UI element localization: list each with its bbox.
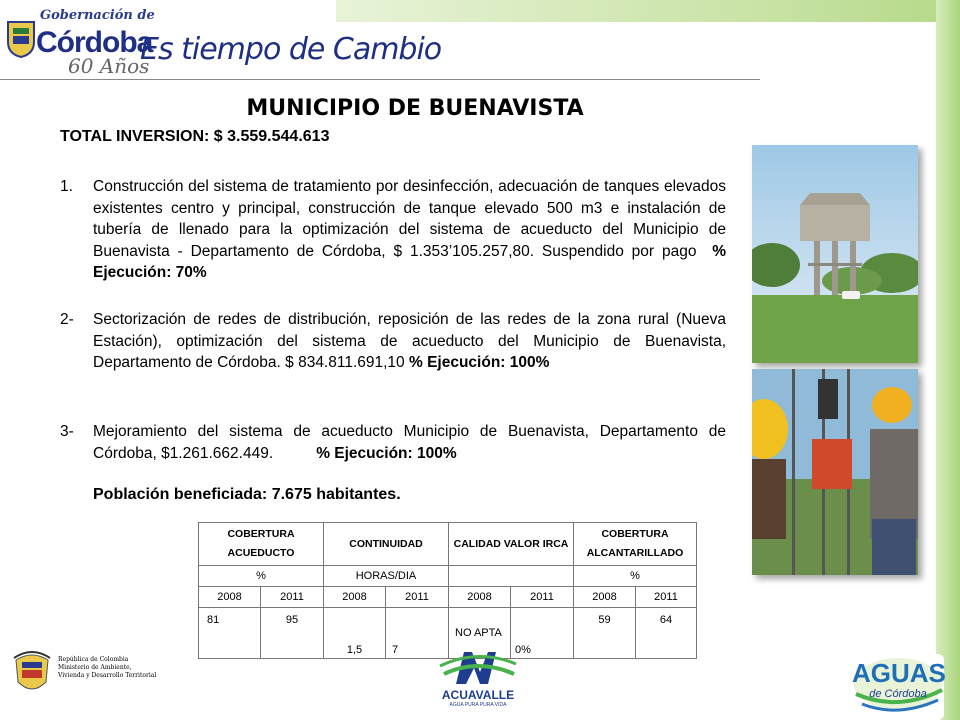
table-year-cell: 2011 xyxy=(511,587,574,608)
acuavalle-name: ACUAVALLE xyxy=(441,688,515,702)
ministry-line: Ministerio de Ambiente, xyxy=(58,664,132,671)
republic-caption xyxy=(58,656,156,680)
item-text: Mejoramiento del sistema de acueducto Municipio de Buenavista, Departamento de Córdoba, $1.261.662.449. xyxy=(93,423,726,462)
total-label: TOTAL INVERSION: xyxy=(60,128,210,145)
table-unit-cell xyxy=(449,566,574,587)
table-value-cell: 1,5 xyxy=(324,608,386,659)
table-unit-cell: HORAS/DIA xyxy=(324,566,449,587)
top-green-band xyxy=(336,0,936,22)
acuavalle-logo-icon xyxy=(438,644,518,688)
page-title: MUNICIPIO DE BUENAVISTA xyxy=(246,96,584,121)
acuavalle-tagline: AGUA PURA PURA VIDA xyxy=(449,702,507,708)
item-execution: % Ejecución: 100% xyxy=(408,354,550,371)
table-value-cell: 7 xyxy=(386,608,449,659)
gov-anniversary: 60 Años xyxy=(68,54,150,78)
item-text: Construcción del sistema de tratamiento por desinfección, adecuación de tanques elevados existentes centro y principal, construcción de tanque elevado 500 m3 e instalación de tubería de llenado para la optimización del sistema de acueducto del Municipio de Buenavista - Departamento de Córdoba, $ 1.353’105.257,80. Suspendido por pago xyxy=(93,178,726,260)
item-execution: % Ejecución: 100% xyxy=(316,444,457,462)
table-header-cell: CALIDAD VALOR IRCA xyxy=(449,523,574,566)
table-value-cell: 0% xyxy=(511,608,574,659)
item-text: Sectorización de redes de distribución, reposición de las redes de la zona rural (Nueva Estación), optimización del sistema de acueducto del Municipio de Buenavista, Departamento de Córdoba. $ 834.811.691,10 xyxy=(93,311,726,371)
table-year-cell: 2008 xyxy=(449,587,511,608)
water-tower-photo xyxy=(752,145,918,363)
table-year-cell: 2011 xyxy=(386,587,449,608)
header-divider xyxy=(0,79,760,80)
colombia-emblem-icon xyxy=(12,648,52,698)
gov-subtitle: Gobernación de xyxy=(40,8,155,23)
table-value-cell: 64 xyxy=(636,608,697,659)
list-item xyxy=(60,421,726,464)
table-units-row xyxy=(199,566,697,587)
aguas-subtitle: de Córdoba xyxy=(869,688,927,700)
total-investment xyxy=(60,128,329,146)
table-header-cell: COBERTURA ALCANTARILLADO xyxy=(574,523,697,566)
table-year-cell: 2008 xyxy=(324,587,386,608)
aguas-word: AGUAS xyxy=(852,658,946,688)
table-unit-cell: % xyxy=(199,566,324,587)
coverage-table xyxy=(198,522,697,659)
item-number: 1. xyxy=(60,178,73,195)
table-header-cell: CONTINUIDAD xyxy=(324,523,449,566)
coat-of-arms-icon xyxy=(6,20,36,58)
table-value-cell: 59 xyxy=(574,608,636,659)
table-header-cell: COBERTURA ACUEDUCTO xyxy=(199,523,324,566)
item-number: 2- xyxy=(60,311,74,328)
republic-line: República de Colombia xyxy=(58,656,129,663)
total-value: $ 3.559.544.613 xyxy=(213,128,330,145)
table-value-cell: 95 xyxy=(261,608,324,659)
list-item xyxy=(60,176,726,284)
item-number: 3- xyxy=(60,423,74,440)
table-value-cell: 81 xyxy=(199,608,261,659)
table-year-cell: 2008 xyxy=(574,587,636,608)
table-value-cell: NO APTA xyxy=(449,608,511,659)
table-unit-cell: % xyxy=(574,566,697,587)
workers-photo xyxy=(752,369,918,575)
table-year-cell: 2011 xyxy=(636,587,697,608)
aguas-de-cordoba-logo xyxy=(852,654,944,720)
table-header-row xyxy=(199,523,697,566)
slogan: Es tiempo de Cambio xyxy=(140,32,442,67)
ministry-line: Vivienda y Desarrollo Territorial xyxy=(58,672,157,679)
table-year-cell: 2011 xyxy=(261,587,324,608)
item-execution: % Ejecución: 70% xyxy=(93,242,726,281)
beneficiaries: Población beneficiada: 7.675 habitantes. xyxy=(93,486,401,503)
table-years-row xyxy=(199,587,697,608)
right-green-band xyxy=(936,0,960,720)
list-item xyxy=(60,309,726,374)
table-year-cell: 2008 xyxy=(199,587,261,608)
gov-name: Córdoba xyxy=(36,26,153,59)
